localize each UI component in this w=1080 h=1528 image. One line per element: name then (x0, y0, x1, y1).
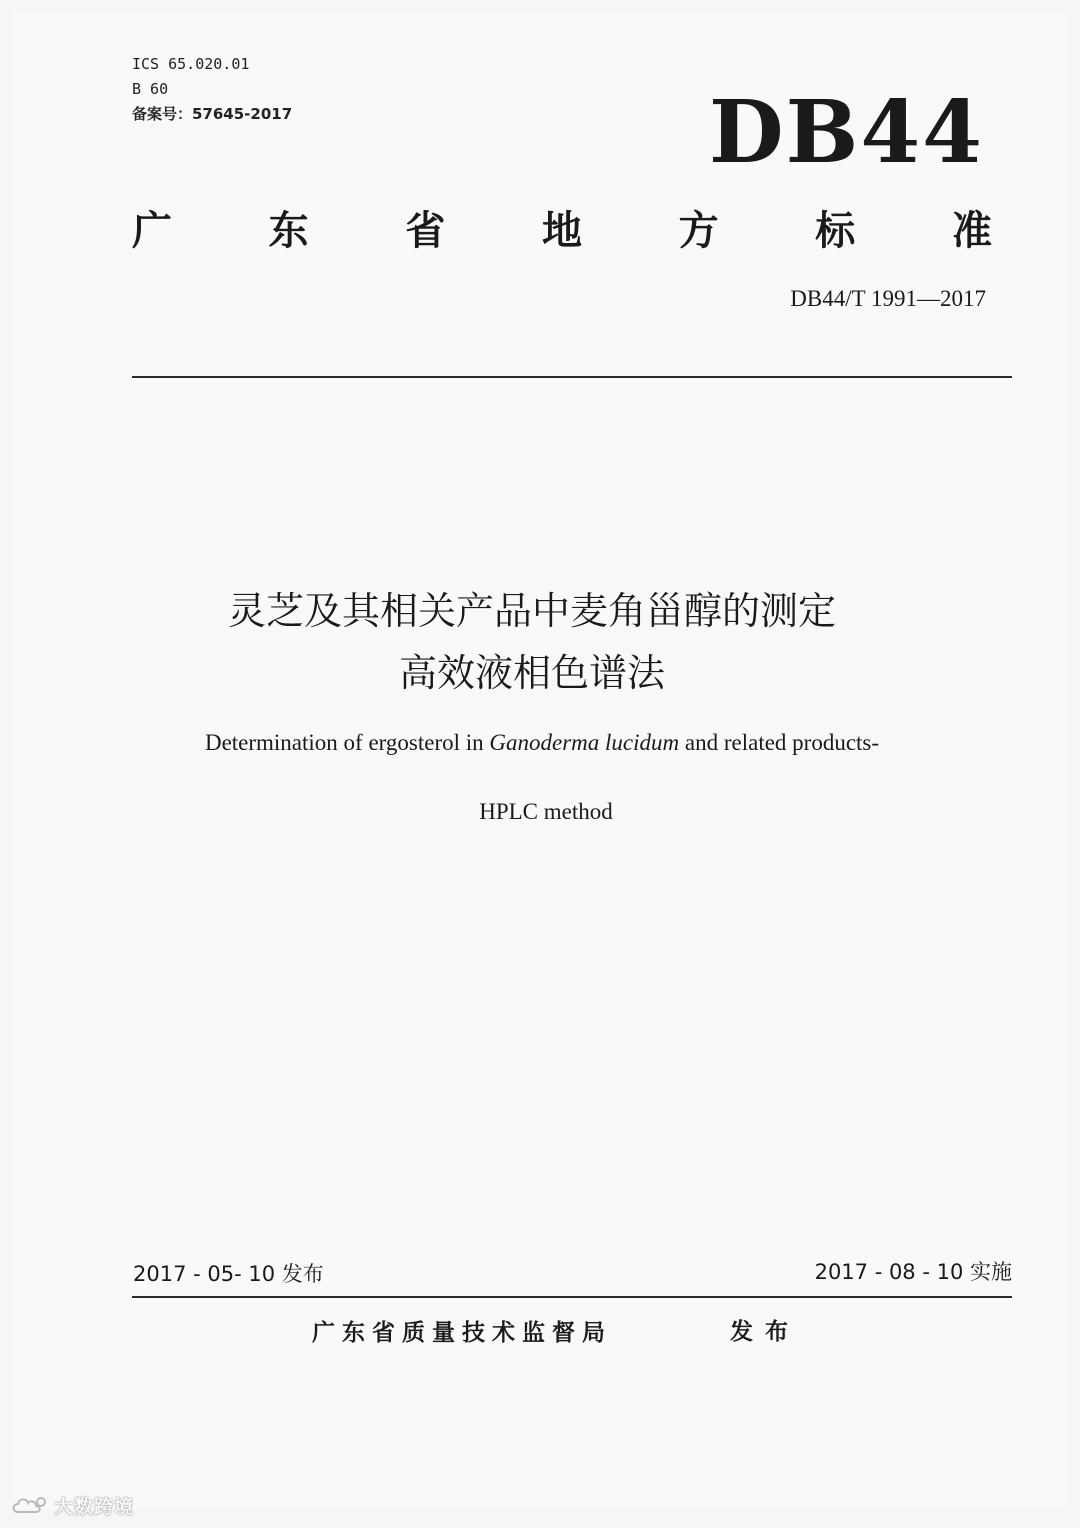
issue-label: 发布 (730, 1319, 800, 1345)
standard-type-char: 省 (405, 208, 446, 254)
watermark (10, 1492, 134, 1519)
issuing-authority: 广东省质量技术监督局 (312, 1320, 612, 1346)
english-title-prefix: Determination of ergosterol in (204, 730, 490, 755)
standard-type-char: 广 (132, 208, 172, 254)
standard-type-char: 地 (541, 208, 582, 254)
ccs-code: B 60 (132, 80, 169, 98)
classification-block (132, 52, 292, 127)
species-name: Ganoderma lucidum (489, 730, 680, 755)
standard-type-char: 方 (678, 208, 719, 254)
standard-type-char: 准 (951, 208, 992, 254)
standard-number: DB44/T 1991—2017 (790, 286, 986, 311)
standard-type-char: 标 (815, 208, 856, 254)
chinese-title-line-2: 高效液相色谱法 (398, 651, 665, 695)
filing-number: 备案号：57645-2017 (132, 105, 293, 123)
cloud-logo-icon (10, 1494, 50, 1518)
watermark-text: 大数跨境 (54, 1496, 135, 1518)
english-title-suffix: and related products- (679, 730, 880, 755)
chinese-title-line-1: 灵芝及其相关产品中麦角甾醇的测定 (227, 589, 836, 633)
standard-type-heading (132, 205, 992, 257)
standard-type-char: 东 (268, 208, 309, 254)
ics-code: ICS 65.020.01 (132, 55, 250, 73)
english-title-line-1 (2, 730, 1080, 756)
implementation-date: 2017 - 08 - 10 实施 (814, 1260, 1012, 1284)
footer-divider (132, 1296, 1012, 1298)
issue-date: 2017 - 05- 10 发布 (133, 1262, 324, 1286)
db44-logo: DB44 (709, 82, 984, 183)
header-divider (132, 376, 1012, 378)
english-title-line-2: HPLC method (479, 799, 613, 824)
